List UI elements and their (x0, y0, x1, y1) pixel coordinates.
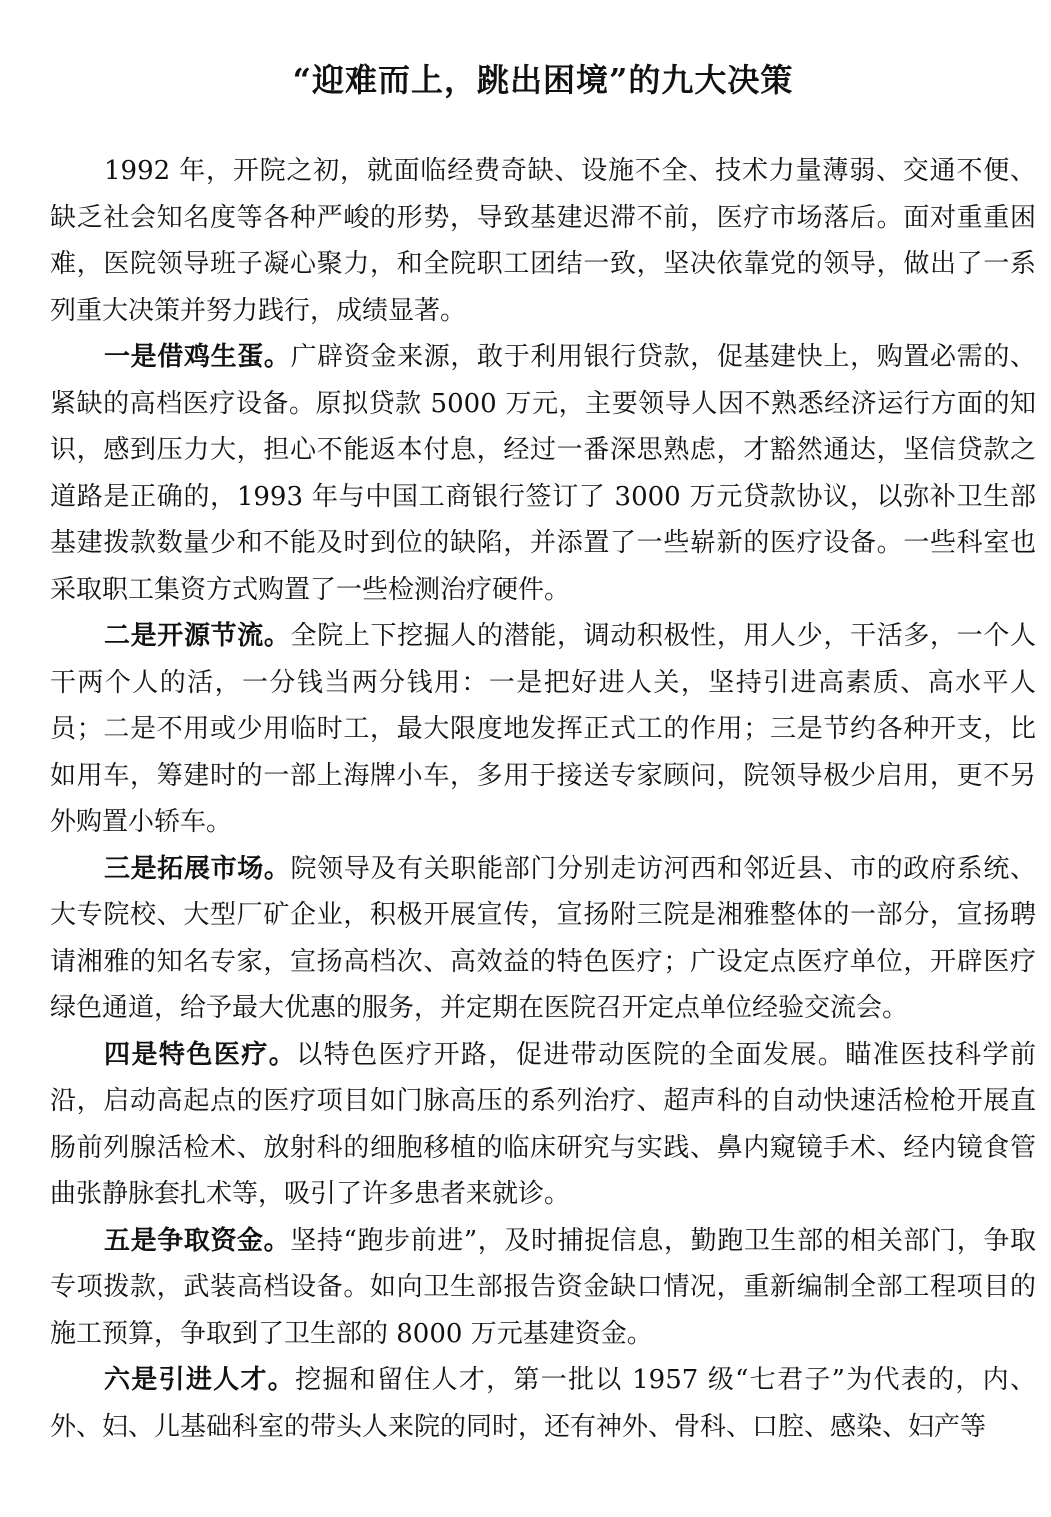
paragraph-text: 以特色医疗开路，促进带动医院的全面发展。瞄准医技科学前沿，启动高起点的医疗项目如门脉高压的系列治疗、超声科的自动快速活检枪开展直肠前列腺活检术、放射科的细胞移植的临床研究与实践、鼻内窥镜手术、经内镜食管曲张静脉套扎术等，吸引了许多患者来就诊。 (50, 1039, 1036, 1209)
paragraph-text: 挖掘和留住人才，第一批以 1957 级“七君子”为代表的，内、外、妇、儿基础科室的带头人来院的同时，还有神外、骨科、口腔、感染、妇产等 (50, 1365, 1036, 1442)
paragraph-lead: 二是开源节流。 (104, 621, 291, 651)
paragraph-decision-5 (50, 1218, 1036, 1358)
paragraph-decision-3 (50, 846, 1036, 1032)
paragraph-lead: 六是引进人才。 (104, 1365, 296, 1395)
paragraph-text: 广辟资金来源，敢于利用银行贷款，促基建快上，购置必需的、紧缺的高档医疗设备。原拟贷款 5000 万元，主要领导人因不熟悉经济运行方面的知识，感到压力大，担心不能返本付息，经过一番深思熟虑，才豁然通达，坚信贷款之道路是正确的，1993 年与中国工商银行签订了 3000 万元贷款协议，以弥补卫生部基建拨款数量少和不能及时到位的缺陷，并添置了一些崭新的医疗设备。一些科室也采取职工集资方式购置了一些检测治疗硬件。 (50, 342, 1036, 605)
paragraph-decision-6 (50, 1357, 1036, 1450)
paragraph-lead: 三是拓展市场。 (104, 853, 291, 884)
paragraph-lead: 五是争取资金。 (104, 1225, 291, 1256)
paragraph-decision-1 (50, 334, 1036, 613)
paragraph-text: 全院上下挖掘人的潜能，调动积极性，用人少，干活多，一个人干两个人的活，一分钱当两分钱用：一是把好进人关，坚持引进高素质、高水平人员；二是不用或少用临时工，最大限度地发挥正式工的作用；三是节约各种开支，比如用车，筹建时的一部上海牌小车，多用于接送专家顾问，院领导极少启用，更不另外购置小轿车。 (50, 621, 1036, 837)
document-body (50, 148, 1036, 1450)
paragraph-lead: 一是借鸡生蛋。 (104, 342, 291, 372)
paragraph-lead: 四是特色医疗。 (104, 1039, 297, 1070)
paragraph-text: 坚持“跑步前进”，及时捕捉信息，勤跑卫生部的相关部门，争取专项拨款，武装高档设备。如向卫生部报告资金缺口情况，重新编制全部工程项目的施工预算，争取到了卫生部的 8000 万元基建资金。 (50, 1225, 1036, 1349)
paragraph-text: 1992 年，开院之初，就面临经费奇缺、设施不全、技术力量薄弱、交通不便、缺乏社会知名度等各种严峻的形势，导致基建迟滞不前，医疗市场落后。面对重重困难，医院领导班子凝心聚力，和全院职工团结一致，坚决依靠党的领导，做出了一系列重大决策并努力践行，成绩显著。 (50, 156, 1036, 326)
paragraph-decision-2 (50, 613, 1036, 846)
document-page (50, 0, 1036, 1450)
document-title: “迎难而上，跳出困境”的九大决策 (292, 61, 794, 99)
paragraph-intro (50, 148, 1036, 334)
paragraph-decision-4 (50, 1032, 1036, 1218)
paragraph-text: 院领导及有关职能部门分别走访河西和邻近县、市的政府系统、大专院校、大型厂矿企业，积极开展宣传，宣扬附三院是湘雅整体的一部分，宣扬聘请湘雅的知名专家，宣扬高档次、高效益的特色医疗；广设定点医疗单位，开辟医疗绿色通道，给予最大优惠的服务，并定期在医院召开定点单位经验交流会。 (50, 853, 1036, 1023)
